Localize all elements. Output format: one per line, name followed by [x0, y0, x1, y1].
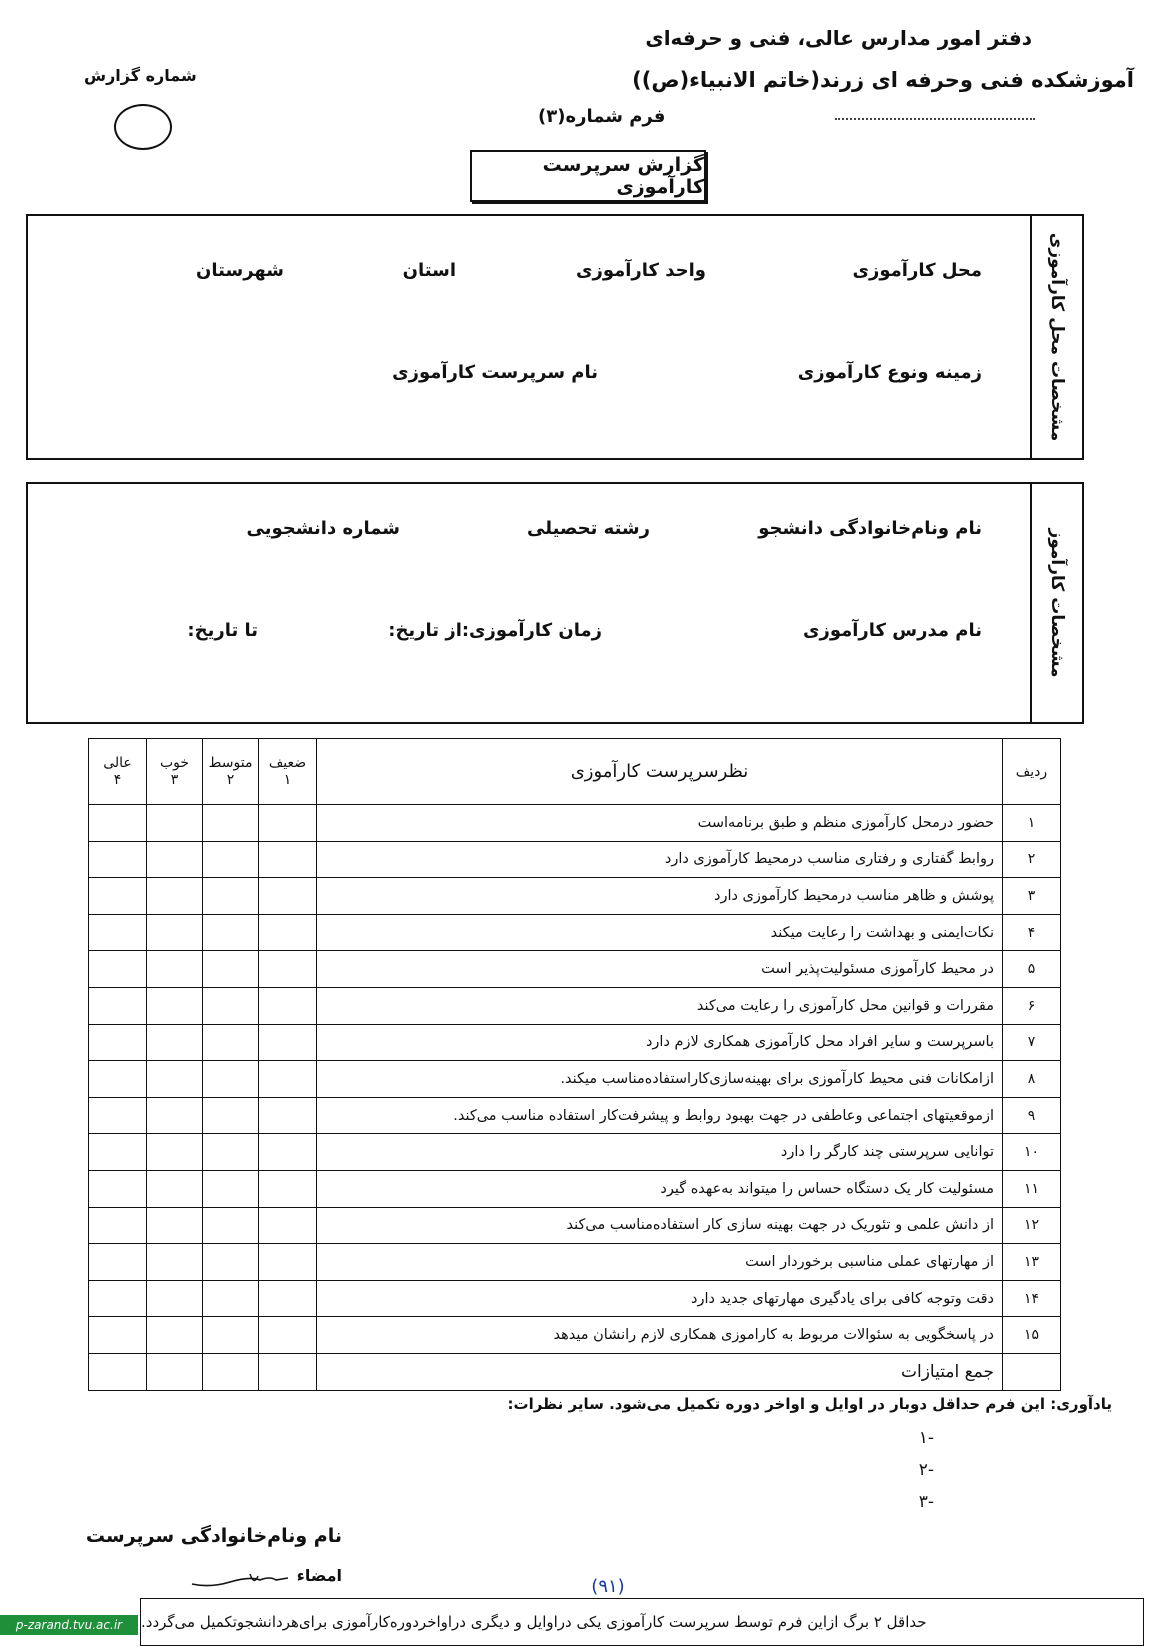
table-row [89, 1244, 1061, 1281]
dotted-line [835, 118, 1035, 120]
workplace-city-field: شهرستان [196, 260, 284, 281]
trainee-section [26, 482, 1084, 724]
reminder-text: یادآوری: این فرم حداقل دوبار در اوایل و اواخر دوره تکمیل می‌شود. سایر نظرات: [507, 1395, 1112, 1413]
score-cell-weak[interactable] [259, 841, 317, 878]
table-row [89, 1207, 1061, 1244]
workplace-place-field: محل کارآموزی [852, 260, 982, 281]
score-cell-excellent[interactable] [89, 1024, 147, 1061]
table-row [89, 914, 1061, 951]
score-cell-excellent[interactable] [89, 841, 147, 878]
table-row [89, 987, 1061, 1024]
score-cell-excellent[interactable] [89, 1280, 147, 1317]
score-cell-average[interactable] [203, 1170, 259, 1207]
row-number: ۶ [1003, 987, 1061, 1024]
score-cell-excellent[interactable] [89, 1317, 147, 1354]
score-header-average: متوسط ۲ [203, 739, 259, 805]
trainee-side-label: مشخصات کارآموز [1030, 484, 1082, 722]
score-cell-average[interactable] [203, 1061, 259, 1098]
note-line-1[interactable]: ۱- [918, 1428, 934, 1448]
row-number: ۹ [1003, 1097, 1061, 1134]
note-line-2[interactable]: ۲- [918, 1460, 934, 1480]
score-cell-good[interactable] [147, 951, 203, 988]
row-number-header: ردیف [1003, 739, 1061, 805]
footer-note: حداقل ۲ برگ ازاین فرم توسط سرپرست کارآموزی یکی دراوایل و دیگری دراواخردوره‌کارآموزی برای‌هردانشجوتکمیل می‌گردد. [140, 1598, 1144, 1646]
criterion-text: روابط گفتاری و رفتاری مناسب درمحیط کارآموزی دارد [317, 841, 1003, 878]
period-from-field: زمان کارآموزی:از تاریخ: [388, 620, 602, 641]
row-number: ۱ [1003, 805, 1061, 842]
score-cell-good[interactable] [147, 1134, 203, 1171]
table-row [89, 805, 1061, 842]
signature-scribble [190, 1570, 290, 1590]
signature-label: امضاء [296, 1566, 342, 1585]
score-cell-average[interactable] [203, 987, 259, 1024]
report-number-circle [114, 104, 172, 150]
criterion-text: توانایی سرپرستی چند کارگر را دارد [317, 1134, 1003, 1171]
row-number: ۱۳ [1003, 1244, 1061, 1281]
score-cell-average[interactable] [203, 1244, 259, 1281]
score-cell-good[interactable] [147, 1280, 203, 1317]
criterion-text: در محیط کارآموزی مسئولیت‌پذیر است [317, 951, 1003, 988]
criterion-text: ازموقعیتهای اجتماعی وعاطفی در جهت بهبود روابط و پیشرفت‌کار استفاده مناسب می‌کند. [317, 1097, 1003, 1134]
score-cell-average[interactable] [203, 1134, 259, 1171]
score-cell-weak[interactable] [259, 1244, 317, 1281]
score-cell-excellent[interactable] [89, 1244, 147, 1281]
criterion-text: در پاسخگویی به سئوالات مربوط به کاراموزی همکاری لازم رانشان میدهد [317, 1317, 1003, 1354]
score-cell-weak[interactable] [259, 987, 317, 1024]
row-number: ۴ [1003, 914, 1061, 951]
table-row [89, 1061, 1061, 1098]
form-number: فرم شماره(۳) [538, 106, 666, 127]
workplace-section [26, 214, 1084, 460]
score-cell-excellent[interactable] [89, 805, 147, 842]
note-line-3[interactable]: ۳- [918, 1492, 934, 1512]
table-row [89, 878, 1061, 915]
score-cell-weak[interactable] [259, 1207, 317, 1244]
score-cell-good[interactable] [147, 878, 203, 915]
criterion-text: نکات‌ایمنی و بهداشت را رعایت میکند [317, 914, 1003, 951]
score-cell-excellent[interactable] [89, 987, 147, 1024]
score-cell-weak[interactable] [259, 1317, 317, 1354]
supervisor-full-name-label: نام ونام‌خانوادگی سرپرست [85, 1525, 342, 1547]
score-cell-average[interactable] [203, 1317, 259, 1354]
total-row-number [1003, 1353, 1061, 1390]
instructor-field: نام مدرس کارآموزی [802, 620, 982, 641]
criterion-text: ازامکانات فنی محیط کارآموزی برای بهینه‌سازی‌کاراستفاده‌مناسب میکند. [317, 1061, 1003, 1098]
criterion-text: از دانش علمی و تئوریک در جهت بهینه سازی کار استفاده‌مناسب می‌کند [317, 1207, 1003, 1244]
row-number: ۱۰ [1003, 1134, 1061, 1171]
row-number: ۱۴ [1003, 1280, 1061, 1317]
table-row [89, 1097, 1061, 1134]
student-id-field: شماره دانشجویی [246, 518, 400, 539]
table-header-row [89, 739, 1061, 805]
table-row [89, 1170, 1061, 1207]
score-cell-weak[interactable] [259, 914, 317, 951]
score-cell-average[interactable] [203, 805, 259, 842]
table-row [89, 1280, 1061, 1317]
page-number-mark: (۹۱) [591, 1576, 625, 1597]
row-number: ۱۱ [1003, 1170, 1061, 1207]
criterion-text: پوشش و ظاهر مناسب درمحیط کارآموزی دارد [317, 878, 1003, 915]
total-cell-good[interactable] [147, 1353, 203, 1390]
score-cell-average[interactable] [203, 951, 259, 988]
score-cell-good[interactable] [147, 987, 203, 1024]
score-cell-good[interactable] [147, 805, 203, 842]
report-title: گزارش سرپرست کارآموزی [470, 150, 706, 202]
total-cell-average[interactable] [203, 1353, 259, 1390]
criterion-text: مسئولیت کار یک دستگاه حساس را میتواند به‌عهده گیرد [317, 1170, 1003, 1207]
row-number: ۷ [1003, 1024, 1061, 1061]
score-cell-good[interactable] [147, 1061, 203, 1098]
score-cell-good[interactable] [147, 1097, 203, 1134]
score-cell-weak[interactable] [259, 1280, 317, 1317]
score-cell-excellent[interactable] [89, 1207, 147, 1244]
criterion-text: باسرپرست و سایر افراد محل کارآموزی همکاری لازم دارد [317, 1024, 1003, 1061]
period-to-field: تا تاریخ: [187, 620, 258, 641]
score-cell-good[interactable] [147, 1317, 203, 1354]
site-badge[interactable]: p-zarand.tvu.ac.ir [0, 1615, 138, 1635]
score-cell-weak[interactable] [259, 1097, 317, 1134]
criterion-text: حضور درمحل کارآموزی منظم و طبق برنامه‌است [317, 805, 1003, 842]
score-cell-weak[interactable] [259, 805, 317, 842]
evaluation-table [88, 738, 1061, 1391]
major-field: رشته تحصیلی [527, 518, 650, 539]
student-name-field: نام ونام‌خانوادگی دانشجو [758, 518, 982, 539]
score-cell-average[interactable] [203, 841, 259, 878]
score-cell-excellent[interactable] [89, 1097, 147, 1134]
school-title: آموزشکده فنی وحرفه ای زرند(خاتم الانبیاء(ص)) [632, 68, 1134, 92]
table-row [89, 951, 1061, 988]
workplace-unit-field: واحد کارآموزی [575, 260, 706, 281]
total-cell-excellent[interactable] [89, 1353, 147, 1390]
total-row [89, 1353, 1061, 1390]
score-cell-excellent[interactable] [89, 1134, 147, 1171]
score-cell-excellent[interactable] [89, 878, 147, 915]
table-row [89, 1134, 1061, 1171]
row-number: ۸ [1003, 1061, 1061, 1098]
total-label: جمع امتیازات [317, 1353, 1003, 1390]
score-cell-excellent[interactable] [89, 1170, 147, 1207]
score-cell-weak[interactable] [259, 1024, 317, 1061]
score-cell-average[interactable] [203, 1097, 259, 1134]
row-number: ۱۵ [1003, 1317, 1061, 1354]
score-cell-average[interactable] [203, 1024, 259, 1061]
table-row [89, 1024, 1061, 1061]
score-header-weak: ضعیف ۱ [259, 739, 317, 805]
score-cell-good[interactable] [147, 1207, 203, 1244]
score-cell-excellent[interactable] [89, 951, 147, 988]
score-cell-weak[interactable] [259, 1061, 317, 1098]
report-number-label: شماره گزارش [84, 66, 197, 85]
score-cell-good[interactable] [147, 1024, 203, 1061]
score-cell-weak[interactable] [259, 878, 317, 915]
table-row [89, 1317, 1061, 1354]
criterion-text: دقت وتوجه کافی برای یادگیری مهارتهای جدید دارد [317, 1280, 1003, 1317]
opinion-header: نظرسرپرست کارآموزی [317, 739, 1003, 805]
criterion-text: مقررات و قوانین محل کارآموزی را رعایت می‌کند [317, 987, 1003, 1024]
score-cell-excellent[interactable] [89, 1061, 147, 1098]
score-cell-average[interactable] [203, 1280, 259, 1317]
score-cell-average[interactable] [203, 878, 259, 915]
score-cell-excellent[interactable] [89, 914, 147, 951]
score-cell-weak[interactable] [259, 1134, 317, 1171]
score-cell-weak[interactable] [259, 1170, 317, 1207]
criterion-text: از مهارتهای عملی مناسبی برخوردار است [317, 1244, 1003, 1281]
field-type-field: زمینه ونوع کارآموزی [797, 362, 982, 383]
score-cell-average[interactable] [203, 1207, 259, 1244]
score-header-excellent: عالی ۴ [89, 739, 147, 805]
table-row [89, 841, 1061, 878]
workplace-province-field: استان [402, 260, 456, 281]
score-cell-good[interactable] [147, 1170, 203, 1207]
score-header-good: خوب ۳ [147, 739, 203, 805]
total-cell-weak[interactable] [259, 1353, 317, 1390]
row-number: ۱۲ [1003, 1207, 1061, 1244]
score-cell-good[interactable] [147, 841, 203, 878]
row-number: ۳ [1003, 878, 1061, 915]
score-cell-weak[interactable] [259, 951, 317, 988]
supervisor-name-field: نام سرپرست کارآموزی [392, 362, 598, 383]
score-cell-good[interactable] [147, 1244, 203, 1281]
score-cell-good[interactable] [147, 914, 203, 951]
row-number: ۵ [1003, 951, 1061, 988]
office-title: دفتر امور مدارس عالی، فنی و حرفه‌ای [645, 26, 1032, 50]
row-number: ۲ [1003, 841, 1061, 878]
score-cell-average[interactable] [203, 914, 259, 951]
workplace-side-label: مشخصات محل کارآموزی [1030, 216, 1082, 458]
